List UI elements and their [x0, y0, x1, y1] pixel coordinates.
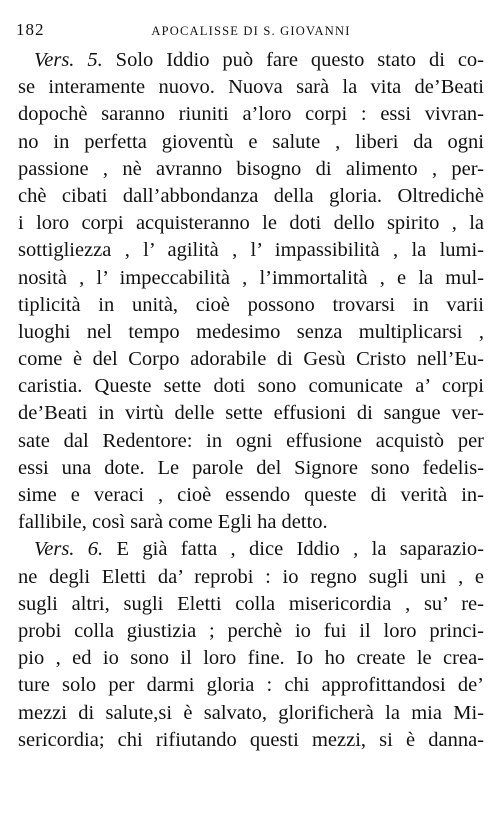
text-line: ne degli Eletti da’ reprobi : io regno sugli uni , e [18, 565, 484, 588]
running-head: APOCALISSE DI S. GIOVANNI [151, 24, 351, 38]
text-line [18, 47, 484, 74]
text-line: pio , ed io sono il loro fine. Io ho create le crea- [18, 647, 484, 670]
text-line: de’Beati in virtù delle sette effusioni di sangue ver- [18, 402, 484, 425]
verse-label: Vers. 6. [34, 538, 104, 561]
body-text [18, 47, 484, 754]
text-line [18, 536, 484, 563]
page-header [16, 20, 486, 40]
line-text: Solo Iddio può fare questo stato di co- [115, 49, 484, 71]
text-line: sottigliezza , l’ agilità , l’ impassibilità , la lumi- [18, 239, 484, 262]
text-line: sime e veraci , cioè essendo queste di verità in- [18, 484, 484, 506]
text-line: sugli altri, sugli Eletti colla misericordia , su’ re- [18, 592, 484, 615]
text-line: sericordia; chi rifiutando questi mezzi, si è danna- [18, 728, 484, 751]
text-line: luoghi nel tempo medesimo senza multiplicarsi , [18, 320, 484, 343]
text-line: caristia. Queste sette doti sono comunicate a’ corpi [18, 375, 484, 398]
text-line: passione , nè avranno bisogno di alimento , per- [18, 157, 484, 180]
text-line: tiplicità in unità, cioè possono trovarsi in varii [18, 293, 484, 316]
verse-label: Vers. 5. [34, 49, 103, 71]
text-line: ture solo per darmi gloria : chi approfittandosi de’ [18, 674, 484, 697]
text-line: mezzi di salute,si è salvato, glorificherà la mia Mi- [18, 701, 484, 724]
text-line: i loro corpi acquisteranno le doti dello spirito , la [18, 212, 484, 235]
text-line: chè cibati dall’abbondanza della gloria. Oltredichè [18, 184, 484, 207]
text-line: sate dal Redentore: in ogni effusione acquistò per [18, 429, 484, 452]
text-line: nosità , l’ impeccabilità , l’immortalità , e la mul- [18, 266, 484, 289]
text-line: probi colla giustizia ; perchè io fui il loro princi- [18, 619, 484, 642]
text-line: come è del Corpo adorabile di Gesù Cristo nell’Eu- [18, 348, 484, 371]
line-text: E già fatta , dice Iddio , la saparazio- [116, 538, 484, 561]
page-number: 182 [16, 20, 45, 39]
text-line: essi una dote. Le parole del Signore sono fedelis- [18, 456, 484, 479]
text-line: no in perfetta gioventù e salute , liberi da ogni [18, 130, 484, 153]
text-line: dopochè saranno riuniti a’loro corpi : essi vivran- [18, 103, 484, 126]
text-line: fallibile, così sarà come Egli ha detto. [18, 511, 328, 534]
text-line: se interamente nuovo. Nuova sarà la vita de’Beati [18, 76, 484, 99]
